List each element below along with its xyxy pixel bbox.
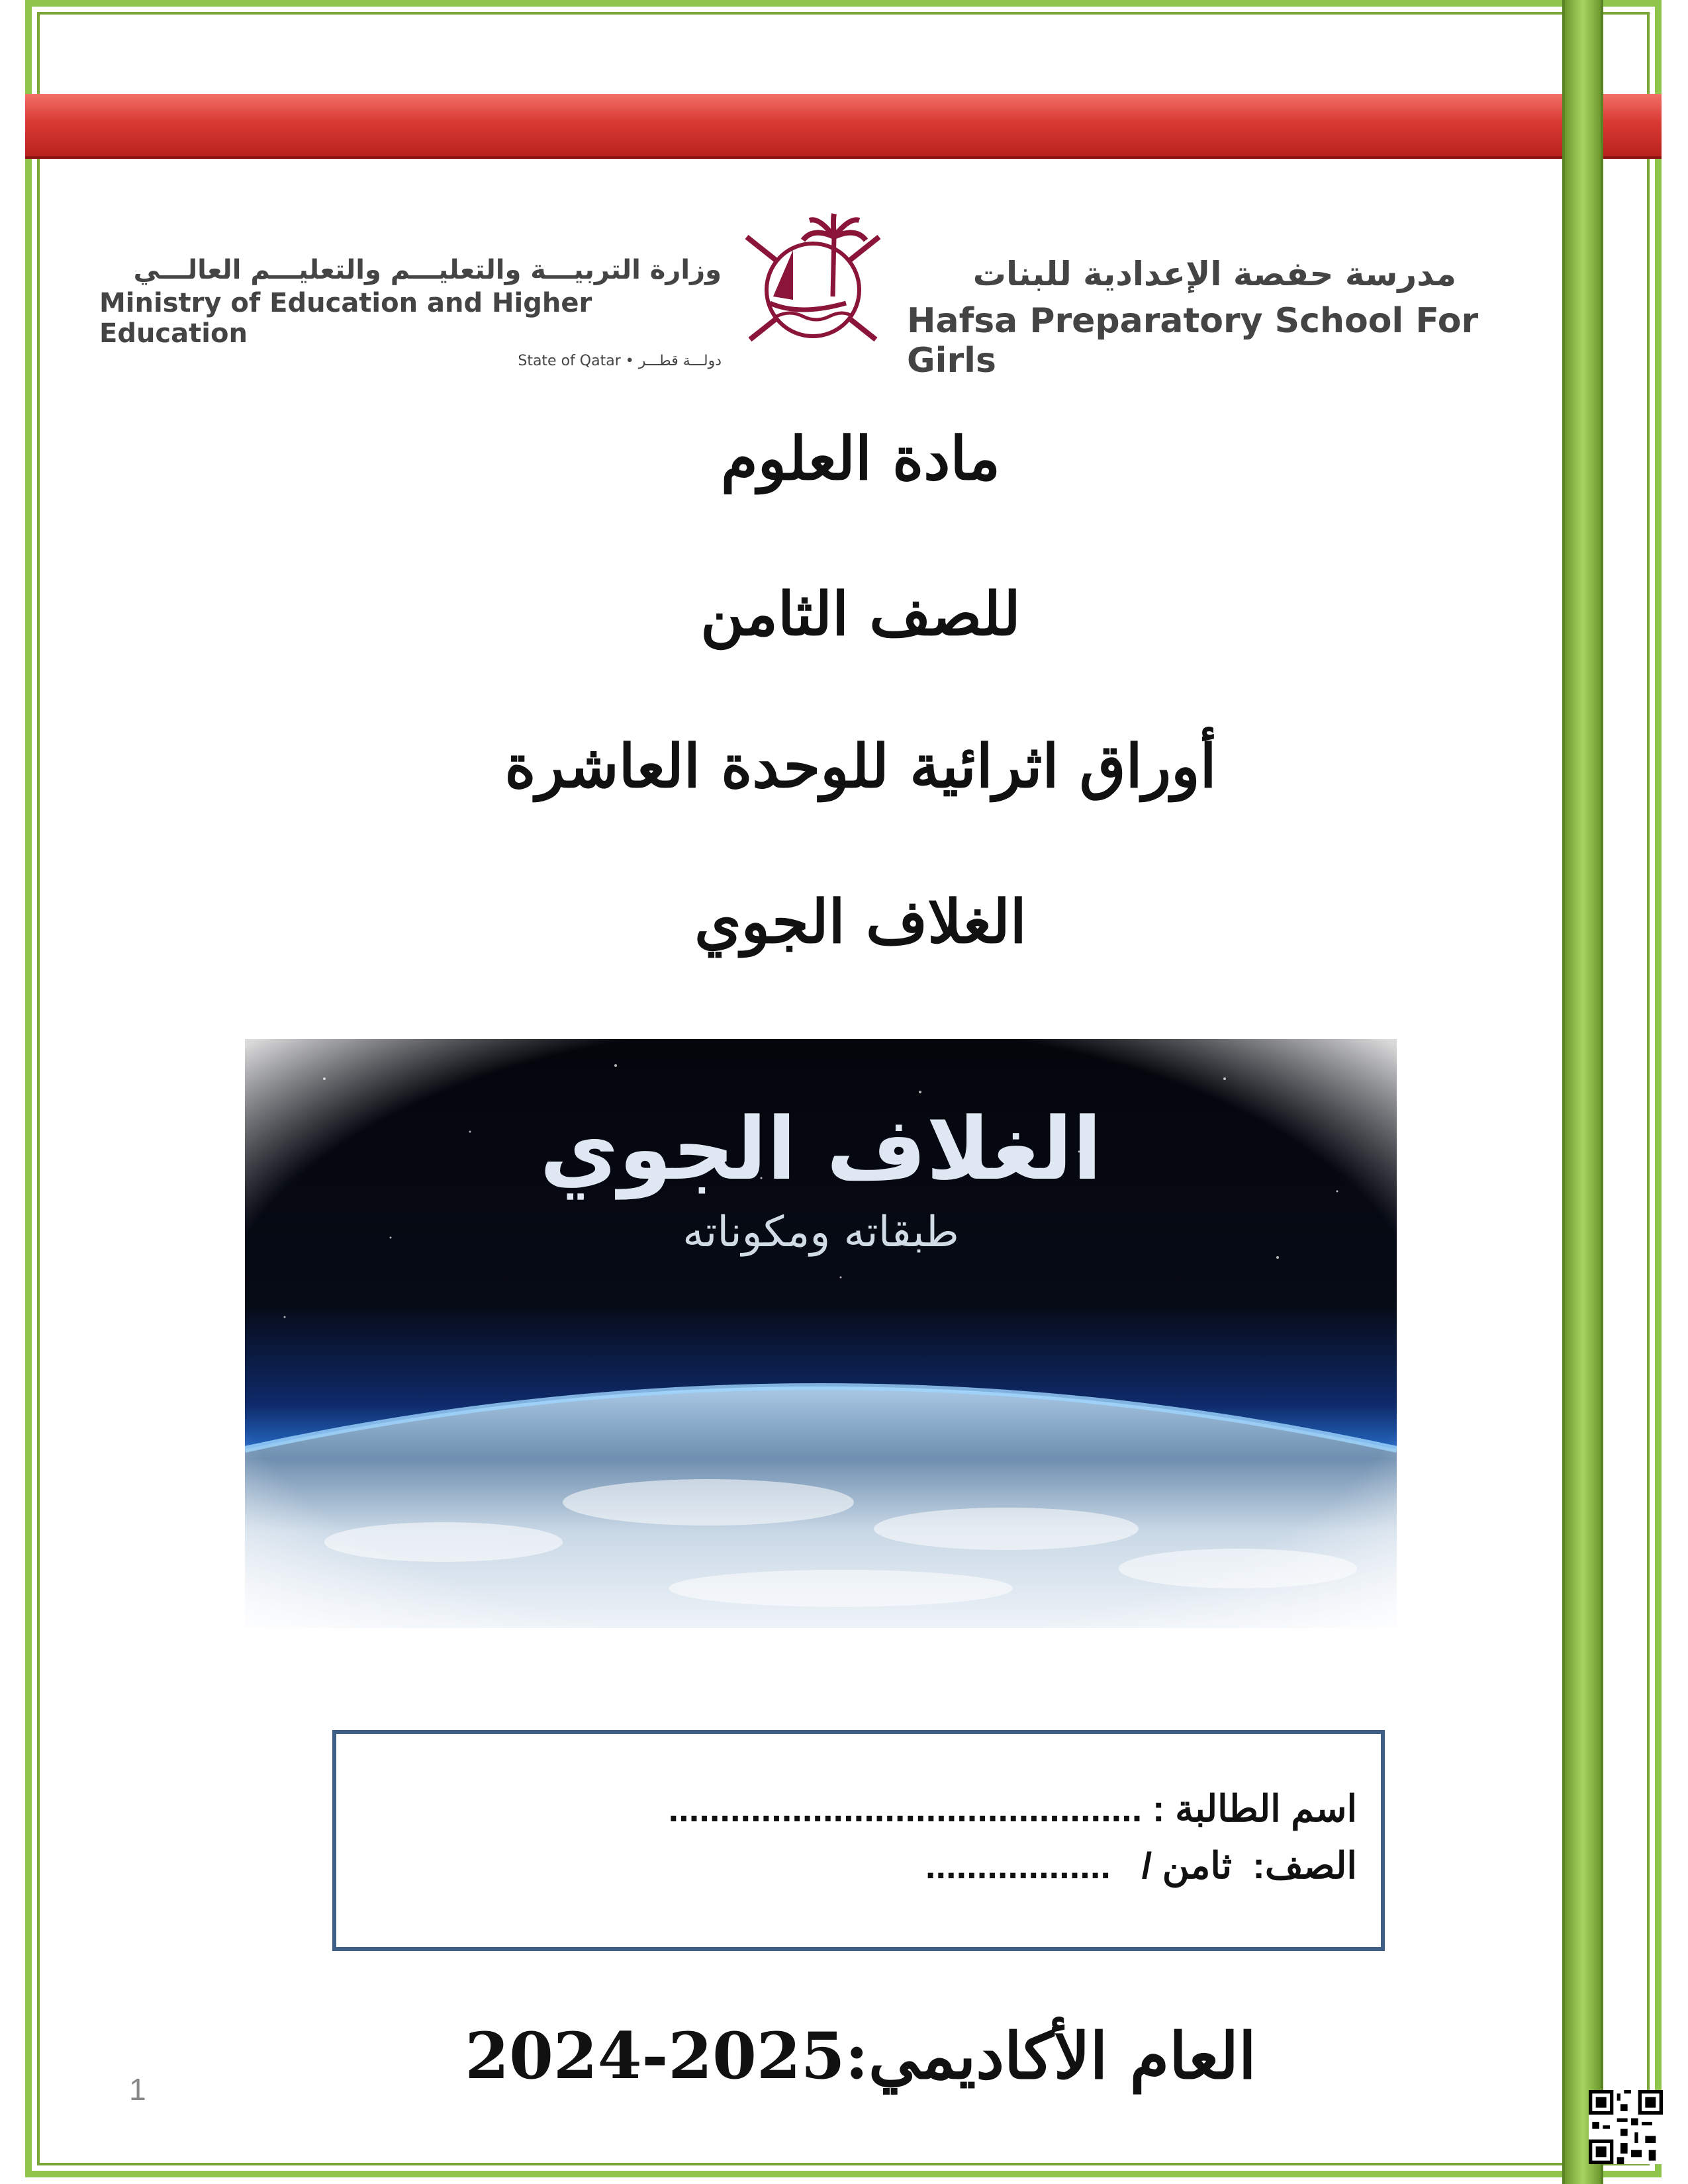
academic-year-value: 2024-2025 xyxy=(465,2019,845,2093)
qatar-emblem-icon xyxy=(733,210,892,349)
subject-title: مادة العلوم xyxy=(720,424,1001,494)
page-number: 1 xyxy=(129,2072,146,2107)
academic-year xyxy=(397,2019,1324,2093)
side-green-bar xyxy=(1562,0,1603,2184)
qr-code-icon xyxy=(1589,2090,1663,2164)
atmosphere-image xyxy=(245,1039,1397,1628)
grade-title: للصف الثامن xyxy=(700,579,1021,649)
image-subtitle: طبقاته ومكوناته xyxy=(682,1208,959,1257)
school-logo xyxy=(907,255,1536,381)
student-class-value: ثامن / xyxy=(1141,1844,1233,1886)
ministry-name-english: Ministry of Education and Higher Education xyxy=(99,288,592,349)
ministry-name-arabic: وزارة التربيـــة والتعليـــم والتعليـــم العالـــي xyxy=(133,255,722,285)
school-name-english: Hafsa Preparatory School For Girls xyxy=(907,301,1479,381)
student-class-dots[interactable]: .................. xyxy=(925,1844,1111,1886)
student-name-row xyxy=(669,1787,1357,1831)
topic-title: الغلاف الجوي xyxy=(694,887,1027,957)
ministry-logo xyxy=(99,255,728,369)
ministry-state: State of Qatar • دولـــة قطـــر xyxy=(518,353,722,369)
student-name-label: اسم الطالبة : xyxy=(1152,1788,1357,1829)
academic-year-label: العام الأكاديمي: xyxy=(845,2019,1256,2093)
student-info-box xyxy=(332,1730,1385,1951)
student-class-label: الصف: xyxy=(1252,1844,1357,1886)
student-name-dots[interactable]: .............................................. xyxy=(668,1788,1143,1829)
header-red-band xyxy=(25,94,1662,159)
worksheets-title: أوراق اثرائية للوحدة العاشرة xyxy=(504,731,1217,801)
student-class-row xyxy=(925,1844,1357,1888)
image-title: الغلاف الجوي xyxy=(539,1099,1102,1199)
school-name-arabic: مدرسة حفصة الإعدادية للبنات xyxy=(972,255,1456,293)
